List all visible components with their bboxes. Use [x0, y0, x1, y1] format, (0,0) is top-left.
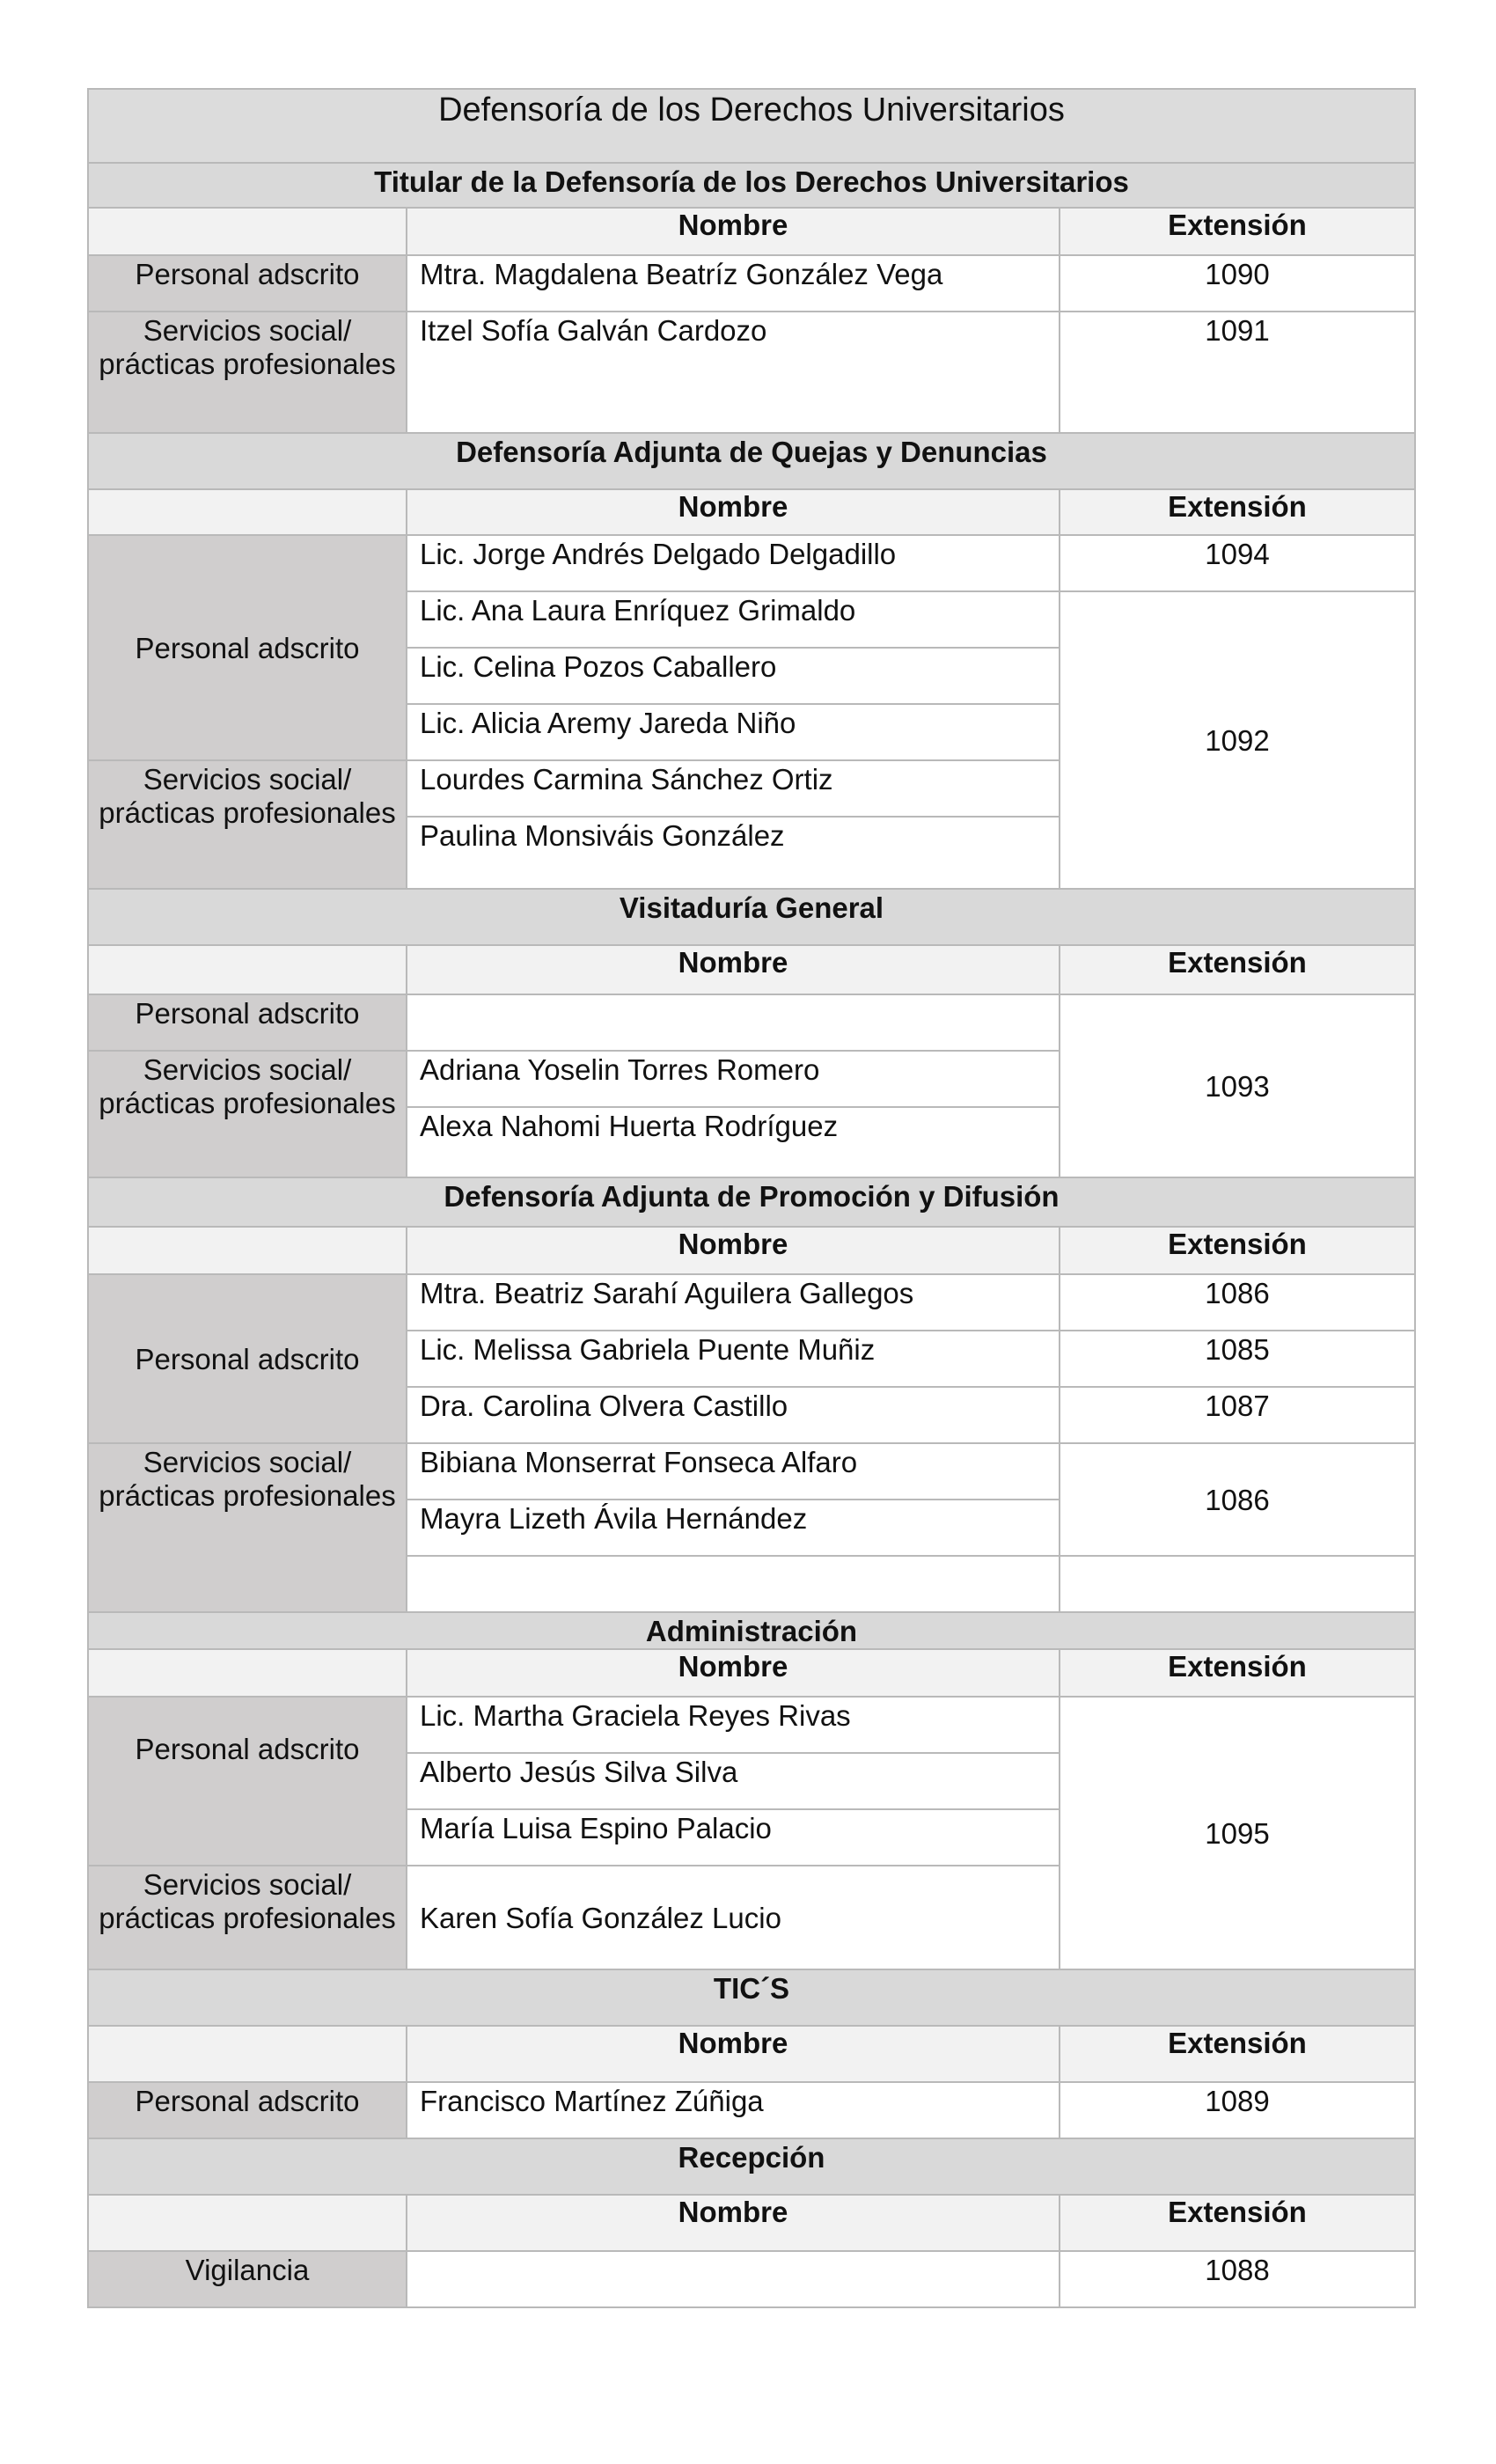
- category-personal-adscrito: Personal adscrito: [88, 994, 407, 1051]
- extension-number: 1086: [1060, 1443, 1415, 1556]
- header-nombre: Nombre: [407, 489, 1060, 535]
- category-personal-adscrito: Personal adscrito: [88, 535, 407, 760]
- header-nombre: Nombre: [407, 1227, 1060, 1274]
- extension-number: 1095: [1060, 1697, 1415, 1969]
- header-extension: Extensión: [1060, 1227, 1415, 1274]
- section-title-quejas: Defensoría Adjunta de Quejas y Denuncias: [88, 433, 1415, 489]
- category-personal-adscrito: Personal adscrito: [88, 255, 407, 312]
- header-nombre: Nombre: [407, 2195, 1060, 2251]
- staff-name: [407, 1556, 1060, 1612]
- header-nombre: Nombre: [407, 945, 1060, 994]
- staff-name: Karen Sofía González Lucio: [407, 1866, 1060, 1969]
- category-personal-adscrito: Personal adscrito: [88, 1697, 407, 1866]
- extension-number: 1087: [1060, 1387, 1415, 1443]
- extension-number: 1085: [1060, 1331, 1415, 1387]
- section-title-titular: Titular de la Defensoría de los Derechos Universitarios: [88, 163, 1415, 208]
- staff-name: Alexa Nahomi Huerta Rodríguez: [407, 1107, 1060, 1177]
- category-personal-adscrito: Personal adscrito: [88, 2082, 407, 2138]
- header-nombre: Nombre: [407, 2026, 1060, 2082]
- header-extension: Extensión: [1060, 1649, 1415, 1697]
- header-nombre: Nombre: [407, 208, 1060, 255]
- category-servicio-social: Servicios social/ prácticas profesionales: [88, 1443, 407, 1612]
- staff-name: Lic. Jorge Andrés Delgado Delgadillo: [407, 535, 1060, 591]
- header-blank: [88, 2195, 407, 2251]
- staff-name: María Luisa Espino Palacio: [407, 1809, 1060, 1866]
- directory-table: [87, 88, 1416, 2308]
- category-servicio-social: Servicios social/ prácticas profesionales: [88, 312, 407, 433]
- staff-name: Lic. Alicia Aremy Jareda Niño: [407, 704, 1060, 760]
- extension-number: 1094: [1060, 535, 1415, 591]
- staff-name: Itzel Sofía Galván Cardozo: [407, 312, 1060, 433]
- staff-name: Francisco Martínez Zúñiga: [407, 2082, 1060, 2138]
- extension-number: 1089: [1060, 2082, 1415, 2138]
- category-servicio-social: Servicios social/ prácticas profesionales: [88, 1866, 407, 1969]
- header-extension: Extensión: [1060, 2026, 1415, 2082]
- header-blank: [88, 2026, 407, 2082]
- extension-number: 1088: [1060, 2251, 1415, 2307]
- staff-name: Mayra Lizeth Ávila Hernández: [407, 1500, 1060, 1556]
- staff-name: Lic. Ana Laura Enríquez Grimaldo: [407, 591, 1060, 648]
- header-extension: Extensión: [1060, 208, 1415, 255]
- category-personal-adscrito: Personal adscrito: [88, 1274, 407, 1443]
- staff-name: Alberto Jesús Silva Silva: [407, 1753, 1060, 1809]
- staff-name: Lic. Celina Pozos Caballero: [407, 648, 1060, 704]
- staff-name: Lourdes Carmina Sánchez Ortiz: [407, 760, 1060, 817]
- header-blank: [88, 1649, 407, 1697]
- staff-name: [407, 2251, 1060, 2307]
- section-title-promocion: Defensoría Adjunta de Promoción y Difusión: [88, 1177, 1415, 1227]
- category-servicio-social: Servicios social/ prácticas profesionales: [88, 760, 407, 889]
- staff-name: Mtra. Beatriz Sarahí Aguilera Gallegos: [407, 1274, 1060, 1331]
- extension-number: 1086: [1060, 1274, 1415, 1331]
- extension-number: 1090: [1060, 255, 1415, 312]
- staff-name: Lic. Martha Graciela Reyes Rivas: [407, 1697, 1060, 1753]
- document-title: Defensoría de los Derechos Universitarios: [88, 89, 1415, 163]
- section-title-administracion: Administración: [88, 1612, 1415, 1649]
- staff-name: Dra. Carolina Olvera Castillo: [407, 1387, 1060, 1443]
- category-vigilancia: Vigilancia: [88, 2251, 407, 2307]
- section-title-visitaduria: Visitaduría General: [88, 889, 1415, 945]
- extension-number: 1092: [1060, 591, 1415, 889]
- header-nombre: Nombre: [407, 1649, 1060, 1697]
- extension-number: [1060, 1556, 1415, 1612]
- section-title-recepcion: Recepción: [88, 2138, 1415, 2195]
- extension-number: 1093: [1060, 994, 1415, 1177]
- staff-name: Bibiana Monserrat Fonseca Alfaro: [407, 1443, 1060, 1500]
- header-blank: [88, 1227, 407, 1274]
- header-extension: Extensión: [1060, 945, 1415, 994]
- category-servicio-social: Servicios social/ prácticas profesionales: [88, 1051, 407, 1177]
- staff-name: Lic. Melissa Gabriela Puente Muñiz: [407, 1331, 1060, 1387]
- header-extension: Extensión: [1060, 489, 1415, 535]
- staff-name: Mtra. Magdalena Beatríz González Vega: [407, 255, 1060, 312]
- staff-name: [407, 994, 1060, 1051]
- header-blank: [88, 489, 407, 535]
- extension-number: 1091: [1060, 312, 1415, 433]
- header-extension: Extensión: [1060, 2195, 1415, 2251]
- staff-name: Adriana Yoselin Torres Romero: [407, 1051, 1060, 1107]
- staff-name: Paulina Monsiváis González: [407, 817, 1060, 889]
- header-blank: [88, 208, 407, 255]
- section-title-tics: TIC´S: [88, 1969, 1415, 2026]
- header-blank: [88, 945, 407, 994]
